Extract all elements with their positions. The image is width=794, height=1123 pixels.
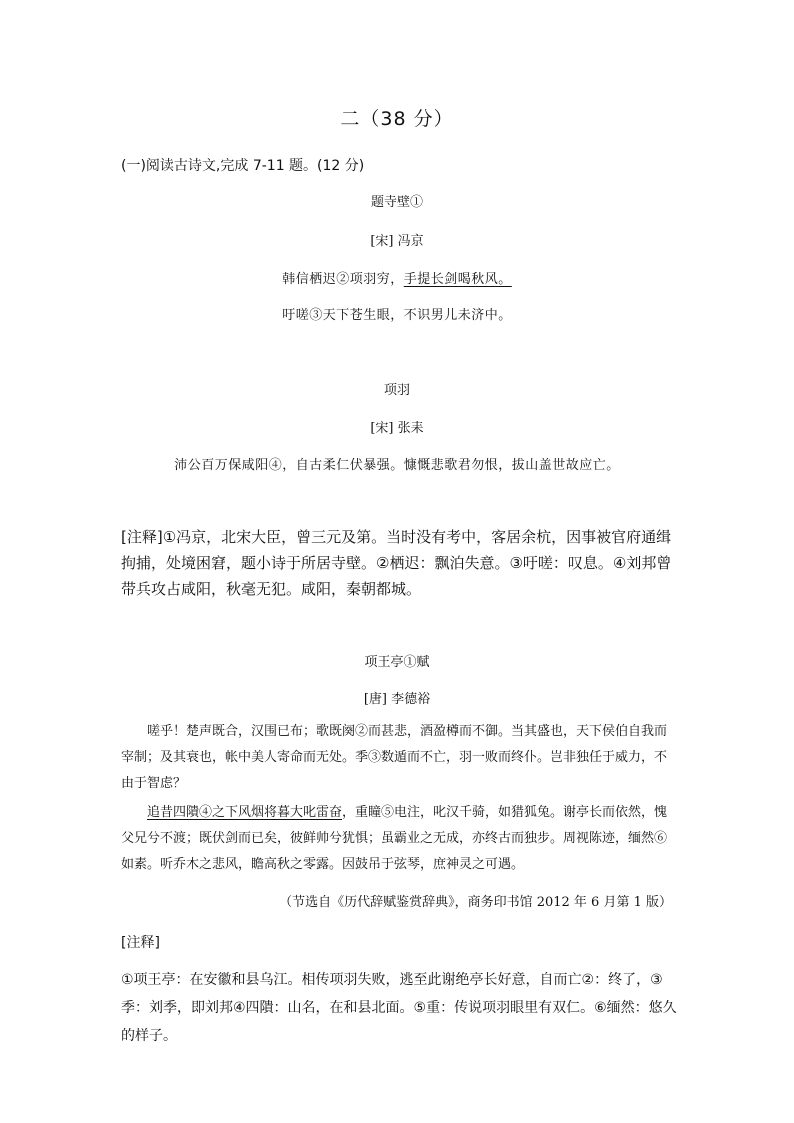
fu-paragraph-2-text [121,800,677,878]
notes2-heading: [注释] [121,935,160,951]
poem-notes: [注释]①冯京，北宋大臣，曾三元及第。当时没有考中，客居余杭，因事被官府通缉拘捕，处境困窘，题小诗于所居寺壁。②栖迟：飘泊失意。③吁嗟：叹息。④刘邦曾带兵攻占咸阳，秋毫无犯。咸阳，秦朝都城。 [121,528,672,598]
poem1-title: 题寺壁① [370,195,423,210]
reading-instructions: (一)阅读古诗文,完成 7-11 题。(12 分) [121,158,365,174]
fu-notes: ①项王亭：在安徽和县乌江。相传项羽失败，逃至此谢绝亭长好意，自而亡②：终了，③季：刘季，即刘邦④四隤：山名，在和县北面。⑤重：传说项羽眼里有双仁。⑥缅然：悠久的样子。 [121,972,677,1044]
fu-paragraph-2-rest: ，重瞳⑤电注，叱汉千骑，如猎狐兔。谢亭长而依然，愧父兄兮不渡；既伏剑而已矣，彼鲜帅兮犹惧；虽霸业之无成，亦终古而独步。周视陈迹，缅然⑥如素。听乔木之悲风，瞻高秋之零露。因鼓吊于弦琴，庶神灵之可遇。 [121,805,668,872]
fu-paragraph-1-text: 嗟乎！楚声既合，汉围已布；歌既阕②而甚悲，酒盈樽而不御。当其盛也，天下侯伯自我而宰制；及其衰也，帐中美人寄命而无处。季③数遁而不亡，羽一败而终仆。岂非独任于威力，不由于智虑？ [121,724,668,791]
fu-author: [唐] 李德裕 [363,692,431,707]
poem2-author: [宋] 张耒 [370,421,424,436]
section-title: 二（38 分） [340,108,454,130]
poem2-title: 项羽 [383,383,410,398]
source-citation: （节选自《历代辞赋鉴赏辞典》，商务印书馆 2012 年 6 月第 1 版） [279,895,672,910]
poem1-line1 [0,268,794,287]
poem1-line2: 吁嗟③天下苍生眼，不识男儿未济中。 [282,308,512,323]
poem1-line1-underlined: 手提长剑喝秋风。 [403,272,512,287]
fu-paragraph-2-underlined: 追昔四隤④之下风烟将暮大叱雷奋 [147,805,343,820]
poem1-line1-first-half: 韩信栖迟②项羽穷， [282,272,404,287]
poem1-author: [宋] 冯京 [370,234,424,249]
fu-paragraph-1 [121,719,677,797]
poem2-line1: 沛公百万保咸阳④，自古柔仁伏暴强。慷慨悲歌君勿恨，拔山盖世故应亡。 [174,458,620,473]
fu-paragraph-2 [121,800,677,878]
fu-title: 项王亭①赋 [364,655,430,670]
